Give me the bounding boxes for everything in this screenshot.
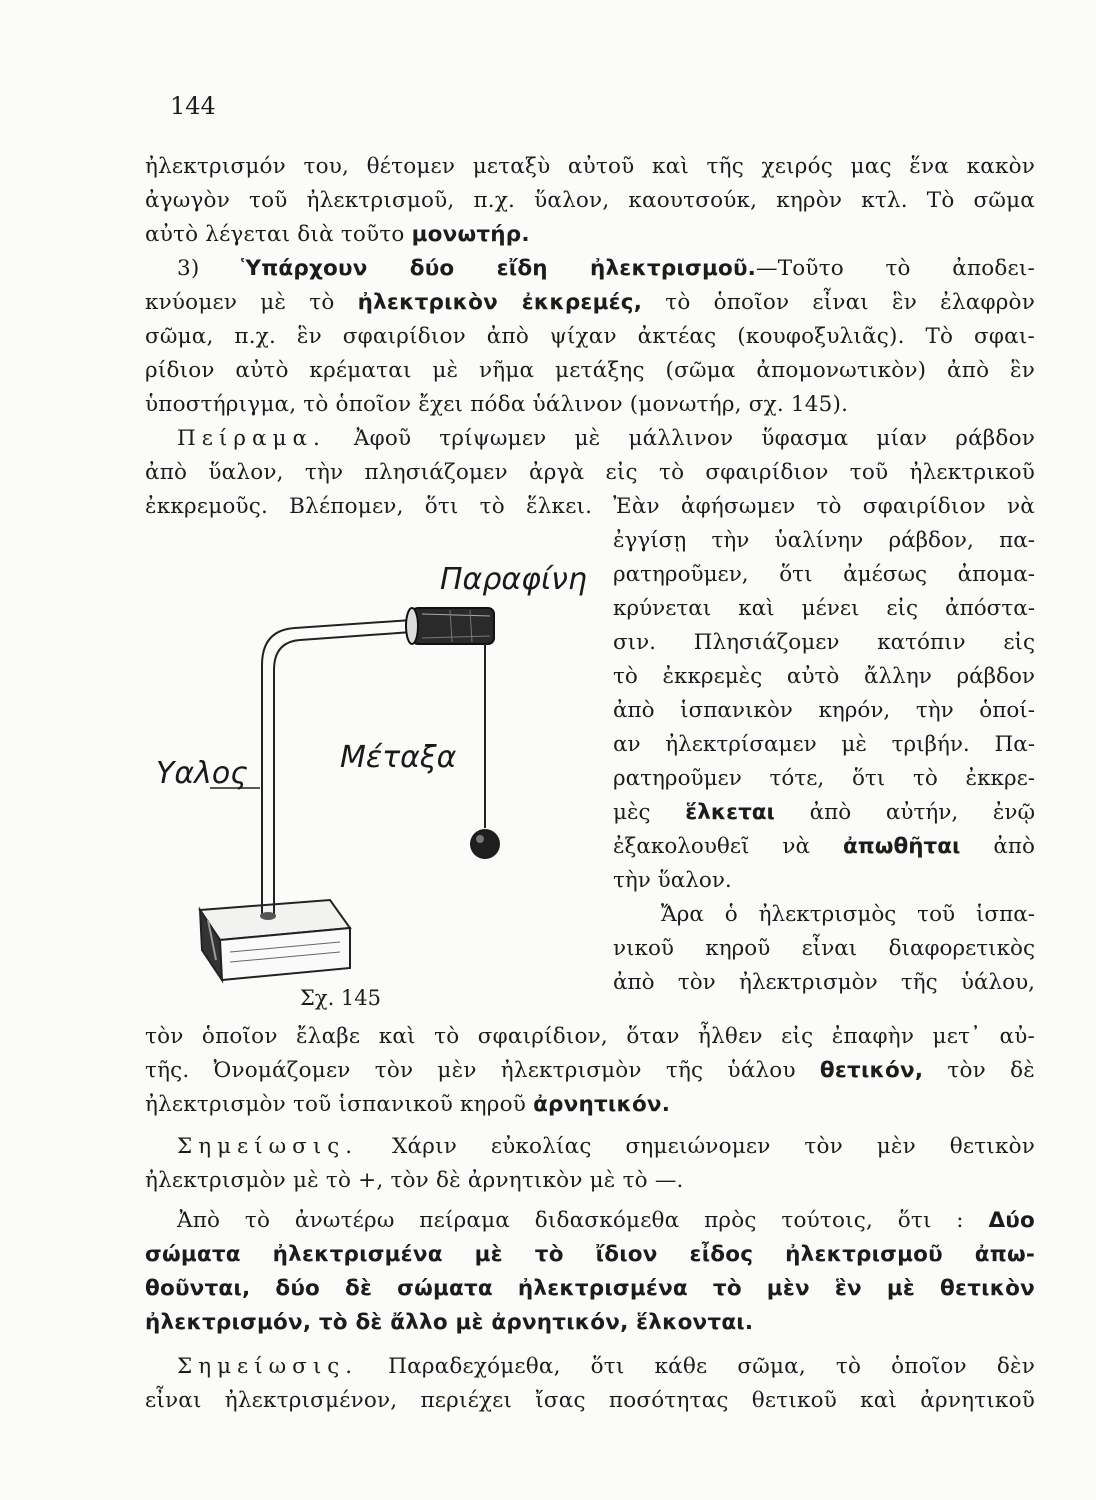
pith-ball	[470, 829, 500, 859]
conclusion-line-2: σώματα ἠλεκτρισμένα μὲ τὸ ἴδιον εἶδος ἠλεκτρισμοῦ ἀπω-	[145, 1242, 1035, 1267]
term-insulator: μονωτήρ.	[411, 222, 530, 247]
pa-line-1: τὸν ὁποῖον ἔλαβε καὶ τὸ σφαιρίδιον, ὅταν ἦλθεν εἰς ἐπαφὴν μετ᾽ αὐ-	[145, 1024, 1035, 1049]
rc-line-8: ρατηροῦμεν τότε, ὅτι τὸ ἐκκρε-	[613, 766, 1035, 791]
rc-line-9	[613, 796, 1035, 830]
pa-line-3	[145, 1088, 1035, 1122]
term-repelled: ἀπωθῆται	[843, 834, 961, 859]
note2-line-2: εἶναι ἠλεκτρισμένον, περιέχει ἴσας ποσότητας θετικοῦ καὶ ἀρνητικοῦ	[145, 1388, 1035, 1413]
p2-line-2-pre: κνύομεν μὲ τὸ	[145, 290, 335, 315]
conclusion-line-1-bold: Δύο	[988, 1208, 1035, 1233]
note1-line-1	[145, 1130, 1035, 1164]
note1-label: Σημείωσις.	[177, 1134, 359, 1159]
rc-line-11: τὴν ὕαλον.	[613, 868, 732, 893]
bottom-text	[145, 1020, 1035, 1418]
p2-line-2-post: τὸ ὁποῖον εἶναι ἓν ἐλαφρὸν	[665, 290, 1035, 315]
rc-line-5: τὸ ἐκκρεμὲς αὐτὸ ἄλλην ράβδον	[613, 664, 1035, 689]
rc-line-6: ἀπὸ ἱσπανικὸν κηρόν, τὴν ὁποί-	[613, 698, 1035, 723]
rc-line-7: αν ἠλεκτρίσαμεν μὲ τριβήν. Πα-	[613, 732, 1035, 757]
figure-electric-pendulum	[150, 560, 610, 1000]
exp-line-1-rest: Ἀφοῦ τρίψωμεν μὲ μάλλινον ὕφασμα μίαν ράβδον	[353, 426, 1035, 451]
rc-line-10	[613, 830, 1035, 864]
p2-line-2	[145, 286, 1035, 320]
p2-line-3: σῶμα, π.χ. ἓν σφαιρίδιον ἀπὸ ψίχαν ἀκτέας (κουφοξυλιᾶς). Τὸ σφαι-	[145, 324, 1035, 349]
experiment-label: Πείραμα.	[177, 426, 326, 451]
term-pendulum: ἠλεκτρικὸν ἐκκρεμές,	[357, 290, 643, 315]
label-glass: Υαλος	[156, 756, 248, 791]
conclusion-line-3: θοῦνται, δύο δὲ σώματα ἠλεκτρισμένα τὸ μὲν ἓν μὲ θετικὸν	[145, 1276, 1035, 1301]
rc-line-1: ἐγγίσῃ τὴν ὑαλίνην ράβδον, πα-	[613, 528, 1035, 553]
conclusion-line-1	[145, 1204, 1035, 1238]
p1-line-3-text: αὐτὸ λέγεται διὰ τοῦτο	[145, 222, 405, 247]
p1-line-1: ἠλεκτρισμόν του, θέτομεν μεταξὺ αὐτοῦ καὶ τῆς χειρός μας ἕνα κακὸν	[145, 154, 1035, 179]
exp-line-3: ἐκκρεμοῦς. Βλέπομεν, ὅτι τὸ ἕλκει. Ἐὰν ἀφήσωμεν τὸ σφαιρίδιον νὰ	[145, 494, 1035, 519]
p2-line-5: ὑποστήριγμα, τὸ ὁποῖον ἔχει πόδα ὑάλινον (μονωτήρ, σχ. 145).	[145, 392, 849, 417]
conclusion-line-1-pre: Ἀπὸ τὸ ἀνωτέρω πείραμα διδασκόμεθα πρὸς τούτοις, ὅτι :	[177, 1208, 964, 1233]
term-attracted: ἕλκεται	[685, 800, 775, 825]
pa-line-2	[145, 1054, 1035, 1088]
figure-caption: Σχ. 145	[300, 986, 382, 1010]
conclusion-line-4: ἠλεκτρισμόν, τὸ δὲ ἄλλο μὲ ἀρνητικόν, ἕλκονται.	[145, 1310, 754, 1335]
pa-line-3-pre: ἠλεκτρισμὸν τοῦ ἱσπανικοῦ κηροῦ	[145, 1092, 527, 1117]
rc-line-13: νικοῦ κηροῦ εἶναι διαφορετικὸς	[613, 936, 1035, 961]
p2-line-1-rest: —Τοῦτο τὸ ἀποδει-	[756, 256, 1035, 281]
note1-line-2: ἠλεκτρισμὸν μὲ τὸ +, τὸν δὲ ἀρνητικὸν μὲ τὸ —.	[145, 1168, 684, 1193]
term-positive: θετικόν,	[819, 1058, 924, 1083]
exp-line-2: ἀπὸ ὕαλον, τὴν πλησιάζομεν ἀργὰ εἰς τὸ σφαιρίδιον τοῦ ἠλεκτρικοῦ	[145, 460, 1035, 485]
note1-line-1-rest: Χάριν εὐκολίας σημειώνομεν τὸν μὲν θετικὸν	[392, 1134, 1035, 1159]
exp-line-1	[145, 422, 1035, 456]
rc-line-12: Ἄρα ὁ ἠλεκτρισμὸς τοῦ ἱσπα-	[661, 902, 1035, 927]
label-silk: Μέταξα	[340, 740, 457, 775]
pa-line-2-pre: τῆς. Ὀνομάζομεν τὸν μὲν ἠλεκτρισμὸν τῆς ὑάλου	[145, 1058, 796, 1083]
p2-line-1	[145, 252, 1035, 286]
rc-line-9-pre: μὲς	[613, 800, 651, 825]
p1-line-3	[145, 218, 1035, 252]
rc-line-14: ἀπὸ τὸν ἠλεκτρισμὸν τῆς ὑάλου,	[613, 970, 1035, 995]
note2-label: Σημείωσις.	[177, 1354, 359, 1379]
rc-line-9-post: ἀπὸ αὐτήν, ἐνῷ	[809, 800, 1035, 825]
rc-line-10-post: ἀπὸ	[993, 834, 1035, 859]
term-negative: ἀρνητικόν.	[533, 1092, 671, 1117]
page-number: 144	[170, 92, 216, 120]
rc-line-10-pre: ἐξακολουθεῖ νὰ	[613, 834, 811, 859]
p2-number: 3)	[177, 256, 200, 281]
paraffin-holder	[406, 608, 494, 644]
note2-line-1	[145, 1350, 1035, 1384]
top-text	[145, 150, 1035, 524]
p2-line-4: ρίδιον αὐτὸ κρέμαται μὲ νῆμα μετάξης (σῶμα ἀπομονωτικὸν) ἀπὸ ἓν	[145, 358, 1035, 383]
rc-line-3: κρύνεται καὶ μένει εἰς ἀπόστα-	[613, 596, 1035, 621]
rc-line-2: ρατηροῦμεν, ὅτι ἀμέσως ἀπομα-	[613, 562, 1035, 587]
p1-line-2: ἀγωγὸν τοῦ ἠλεκτρισμοῦ, π.χ. ὕαλον, καουτσούκ, κηρὸν κτλ. Τὸ σῶμα	[145, 188, 1035, 213]
rc-line-4: σιν. Πλησιάζομεν κατόπιν εἰς	[613, 630, 1035, 655]
pa-line-2-post: τὸν δὲ	[947, 1058, 1035, 1083]
note2-line-1-rest: Παραδεχόμεθα, ὅτι κάθε σῶμα, τὸ ὁποῖον δὲν	[388, 1354, 1035, 1379]
right-column	[613, 524, 1035, 1000]
section-heading: Ὑπάρχουν δύο εἴδη ἠλεκτρισμοῦ.	[241, 256, 757, 281]
label-paraffin: Παραφίνη	[440, 562, 587, 597]
